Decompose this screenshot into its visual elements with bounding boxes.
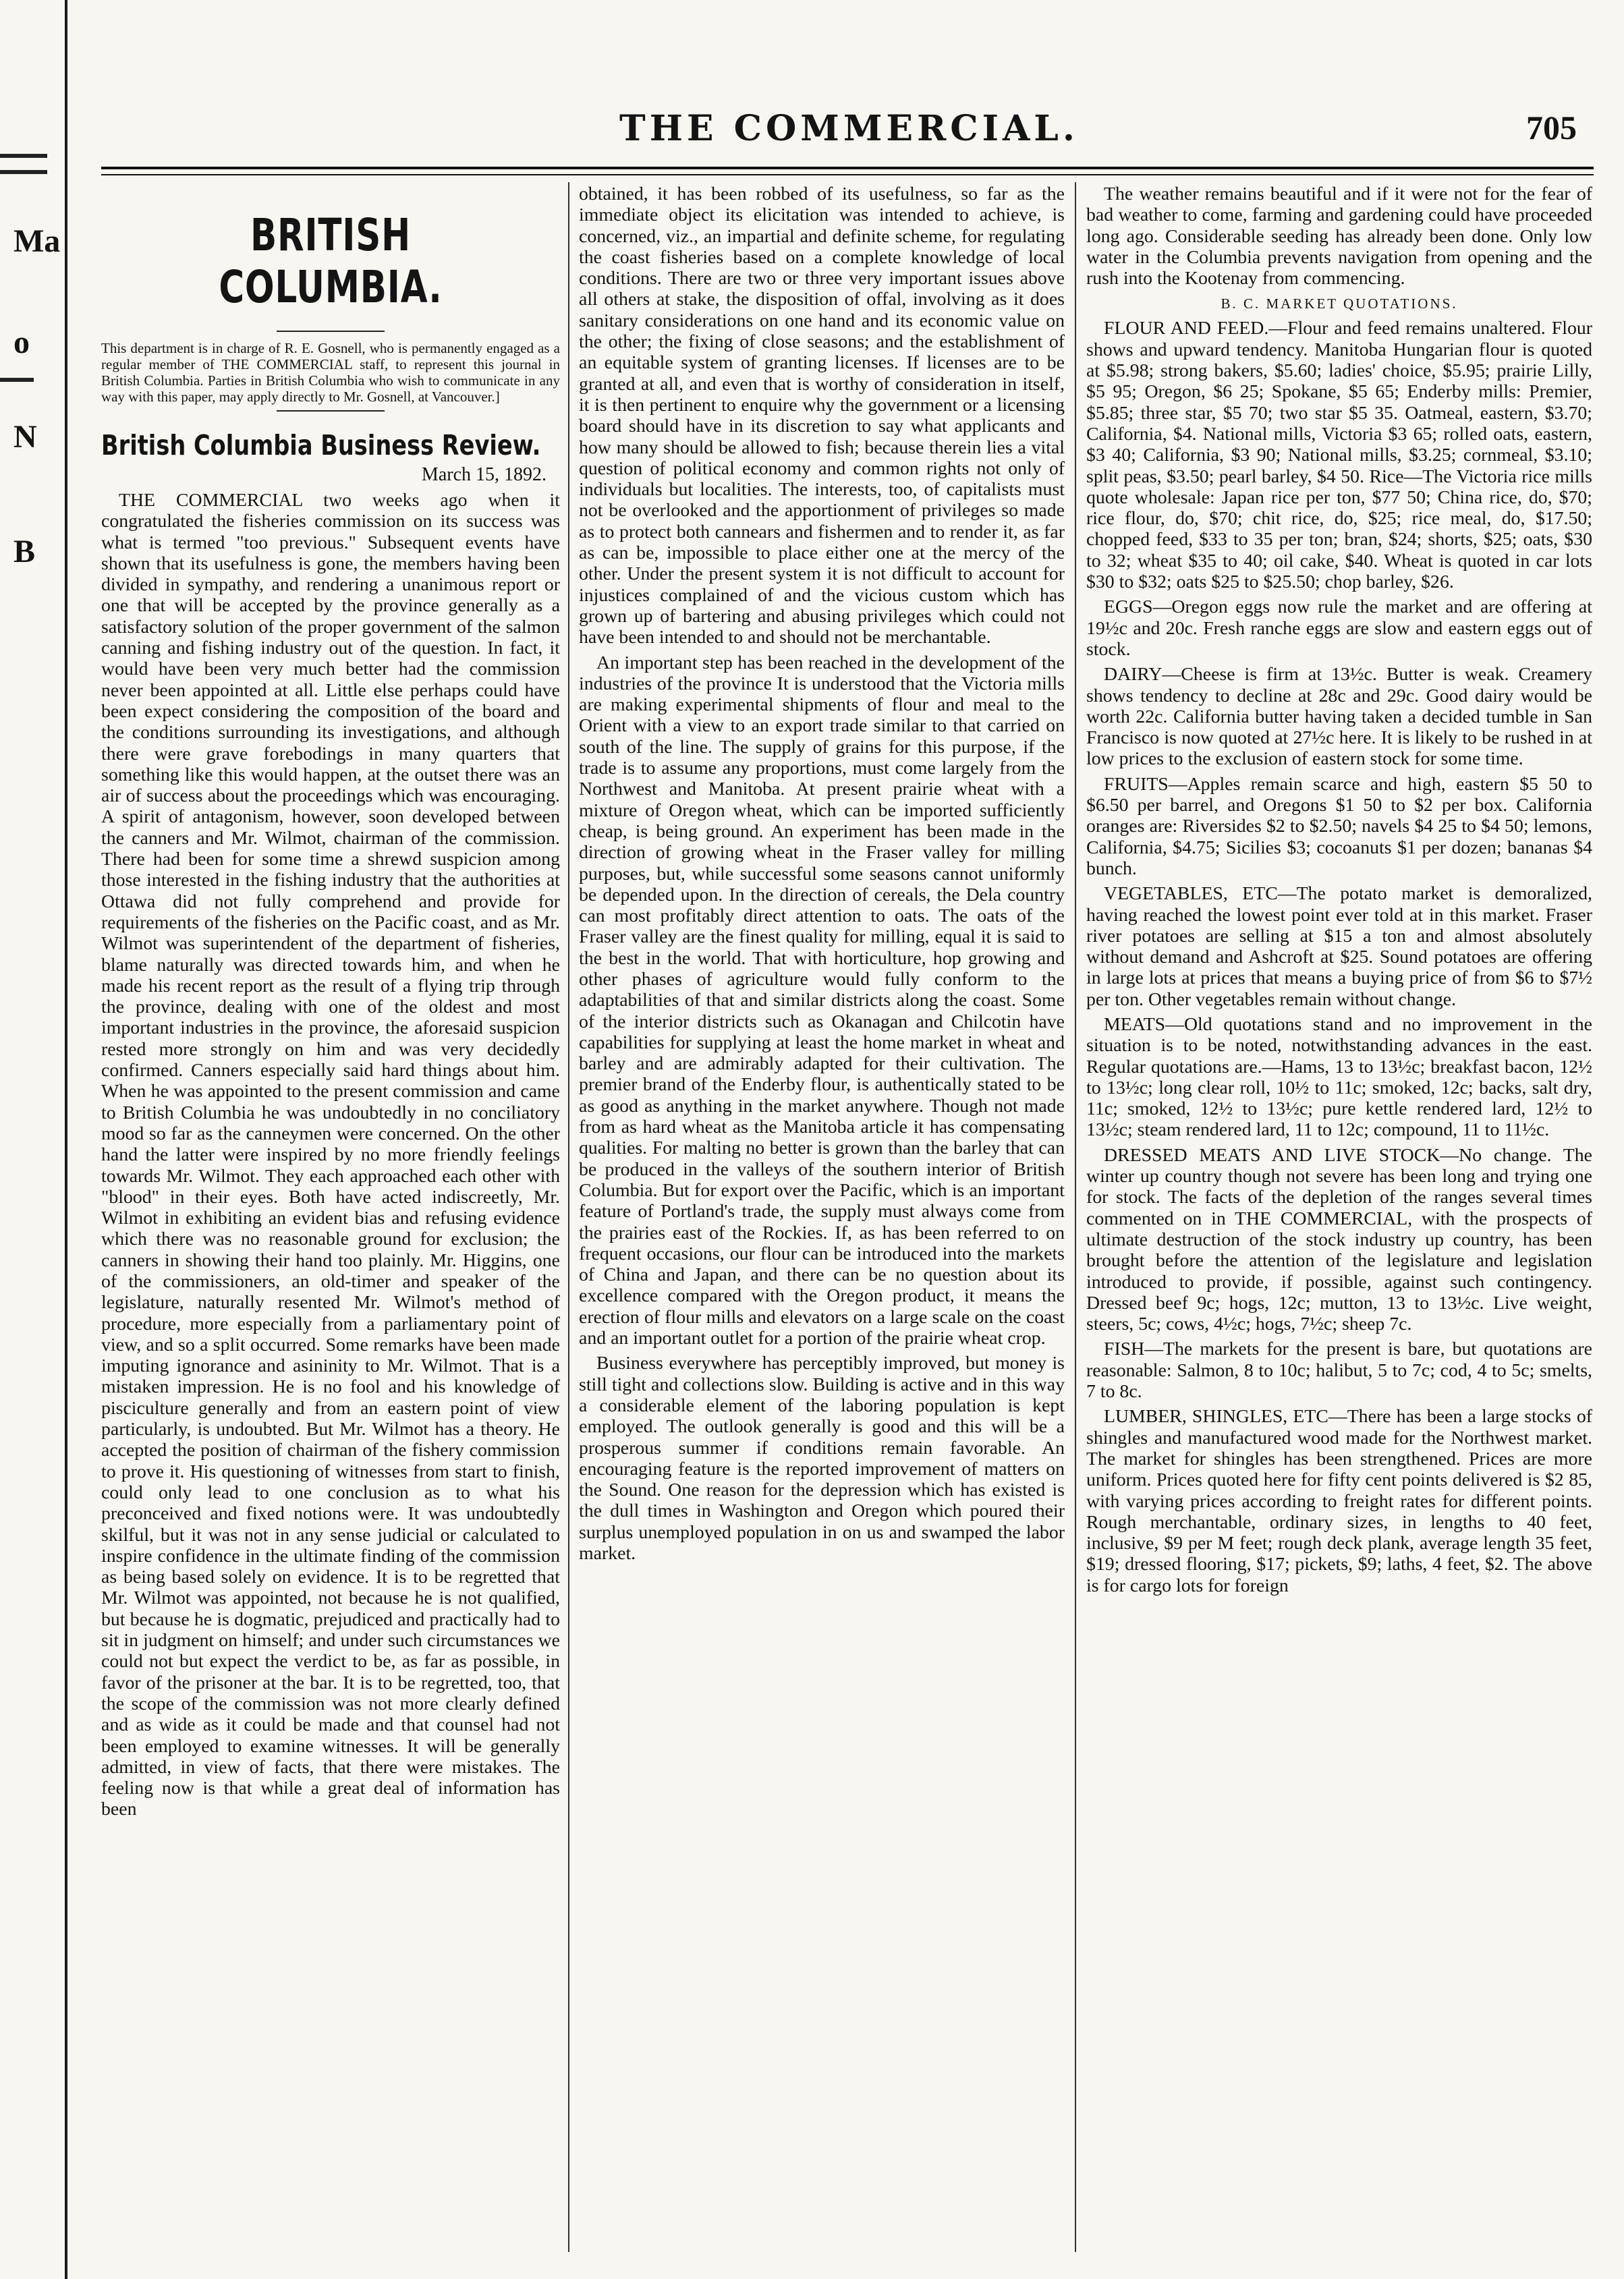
article-title: British Columbia Business Review. — [101, 429, 541, 461]
column-divider — [568, 182, 569, 2252]
market-item — [1086, 596, 1592, 660]
market-item-text: —Old quotations stand and no improvement in the situation is to be noted, notwithstanding advances in the east. Regular quotations are.—Hams, 13 to 13½c; breakfast bacon, 12½ to 13½c; long clear roll, 10½ to 11c; smoked, 12c; backs, salt dry, 11c; smoked, 12½ to 13½c; pure kettle rendered lard, 12½ to 13½c; steam rendered lard, 11 to 12c; compound, 11 to 11½c. — [1086, 1013, 1592, 1141]
market-item — [1086, 1014, 1592, 1141]
article-paragraph: Business everywhere has perceptibly improved, but money is still tight and collections slow. Building is active and in this way a considerable element of the laboring population is kept employed. The outlook generally is good and this will be a prosperous summer if conditions remain favorable. An encouraging feature is the reported improvement of matters on the Sound. One reason for the depression which has existed is the dull times in Washington and Oregon which poured their surplus unemployed population in on us and swamped the labor market. — [579, 1353, 1065, 1564]
market-item-label: VEGETABLES, ETC — [1104, 883, 1278, 905]
running-head — [101, 101, 1597, 162]
gutter-fragment: N — [13, 419, 37, 455]
header-rule — [101, 174, 1594, 175]
market-item-label: FRUITS — [1104, 773, 1169, 795]
market-item-label: FLOUR AND FEED. — [1104, 318, 1269, 339]
notice-rule — [277, 410, 385, 412]
department-notice — [101, 340, 560, 405]
market-item — [1086, 318, 1592, 592]
article-paragraph: An important step has been reached in the development of the industries of the province It is understood that the Victoria mills are making experimental shipments of flour and meal to the Orient with a view to an export trade similar to that carried on south of the line. The supply of grains for this purpose, if the trade is to assume any proportions, must come largely from the Northwest and Manitoba. At present prairie wheat with a mixture of Oregon wheat, which can be imported sufficiently cheap, is being ground. An experiment has been made in the direction of growing wheat in the Fraser valley for milling purposes, but, while successful some seasons cannot uniformly be depended upon. In the direction of cereals, the Dela country can most profitably direct attention to oats. The oats of the Fraser valley are the finest quality for milling, equal it is said to the best in the world. That with horticulture, hop growing and other phases of agriculture would fully conform to the adaptabilities of that and similar districts along the coast. Some of the interior districts such as Okanagan and Chilcotin have capabilities for supplying at least the home market in wheat and barley and are admirably adapted for their cultivation. The premier brand of the Enderby flour, is authentically stated to be as good as anything in the market anywhere. Though not made from as hard wheat as the Manitoba article it has compensating qualities. For malting no better is grown than the barley that can be produced in the valleys of the southern interior of British Columbia. But for export over the Pacific, which is an important feature of Portland's trade, the supply must always come from the prairies east of the Rockies. If, as has been referred to on frequent occasions, our flour can be introduced into the markets of China and Japan, and there can be no question about its excellence compared with the Oregon product, it means the erection of flour mills and elevators on a large scale on the coast and an important outlet for a portion of the prairie wheat crop. — [579, 652, 1065, 1349]
masthead: THE COMMERCIAL. — [619, 108, 1079, 149]
article-dateline: March 15, 1892. — [421, 464, 547, 485]
market-item — [1086, 883, 1592, 1010]
notice-text: This department is in charge of R. E. Gosnell, who is permanently engaged as a regular member of THE COMMERCIAL staff, to represent this journal in British Columbia. Parties in British Columbia who wish to communicate in any way with this paper, may apply directly to Mr. Gosnell, at Vancouver.] — [101, 340, 560, 405]
gutter-rule — [65, 0, 67, 2279]
column-divider — [1075, 182, 1076, 2252]
gutter-tick — [0, 154, 47, 158]
market-item — [1086, 664, 1592, 769]
article-paragraph: obtained, it has been robbed of its usefulness, so far as the immediate object its elicitation was intended to achieve, is concerned, viz., an impartial and definite scheme, for regulating the coast fisheries based on a complete knowledge of local conditions. There are two or three very important issues above all others at stake, the disposition of offal, involving as it does sanitary considerations on one hand and its economic value on the other; the fixing of close seasons; and the establishment of an equitable system of granting licenses. If licenses are to be granted at all, and even that is worthy of consideration in itself, it is then pertinent to enquire why the government or a licensing board should have in its discretion to say what applicants and how many should be allowed to fish; because therein lies a vital question of political economy and common rights not only of individuals but localities. The interests, too, of capitalists must not be overlooked and the apportionment of privileges so made as to protect both cannears and fishermen and to render it, as far as can be, impossible to place either one at the mercy of the other. Under the present system it is not difficult to account for injustices complained of and the vicious custom which has grown up of bartering and abusing privileges which could not have been intended to and should not be merchantable. — [579, 184, 1065, 648]
gutter-tick — [0, 378, 34, 382]
gutter-fragment: Ma — [13, 223, 61, 259]
gutter-tick — [0, 170, 47, 174]
section-title: BRITISH COLUMBIA. — [219, 209, 443, 313]
market-item-text: —The markets for the present is bare, but quotations are reasonable: Salmon, 8 to 10c; halibut, 5 to 7c; cod, 4 to 5c; smelts, 7 to 8c. — [1086, 1339, 1592, 1403]
market-item-text: —There has been a large stocks of shingles and manufactured wood made for the Northwest market. The market for shingles has been strengthened. Prices are more uniform. Prices quoted here for fifty cent points delivered is $2 85, with varying prices according to freight rates for different points. Rough merchantable, ordinary sizes, in lengths to 40 feet, inclusive, $9 per M feet; rough deck plank, average length 35 feet, $19; dressed flooring, $17; pickets, $9; laths, 4 feet, $2. The above is for cargo lots for foreign — [1086, 1406, 1592, 1596]
market-item-text: —The potato market is demoralized, having reached the lowest point ever told at in this market. Fraser river potatoes are selling at $15 a ton and almost absolutely without demand and Ashcroft at $25. Sound potatoes are offering in large lots at prices that means a buying price of from $6 to $7½ per ton. Other vegetables remain without change. — [1086, 883, 1592, 1010]
article-paragraph: THE COMMERCIAL two weeks ago when it congratulated the fisheries commission on its success was what is termed "too previous." Subsequent events have shown that its usefulness is gone, the members having been divided in sympathy, and rendering a unanimous report or one that will be accepted by the province generally as a satisfactory solution of the proper government of the salmon canning and fishing industry out of the question. In fact, it would have been very much better had the commission never been appointed at all. Little else perhaps could have been expect considering the composition of the board and the conditions surrounding its investigations, and although there were grave forebodings in many quarters that something like this would happen, at the outset there was an air of success about the proceedings which was encouraging. A spirit of antagonism, however, soon developed between the canners and Mr. Wilmot, chairman of the commission. There had been for some time a shrewd suspicion among those interested in the fishing industry that the authorities at Ottawa did not fully comprehend and provide for requirements of the fisheries on the Pacific coast, and as Mr. Wilmot was superintendent of the department of fisheries, blame naturally was directed towards him, and when he made his recent report as the result of a flying trip through the province, dealing with one of the oldest and most important industries in the province, the aforesaid suspicion rested more strongly on him and was very decidedly confirmed. Canners especially said hard things about him. When he was appointed to the present commission and came to British Columbia he was undoubtedly in no conciliatory mood so far as the canneymen were concerned. On the other hand the latter were inspired by no more friendly feelings towards Mr. Wilmot. They each approached each other with "blood" in their eyes. Both have acted indiscreetly, Mr. Wilmot in exhibiting an evident bias and refusing evidence which there was no reasonable ground for exclusion; the canners in showing their hand too plainly. Mr. Higgins, one of the commissioners, an old-timer and speaker of the legislature, naturally resented Mr. Wilmot's method of procedure, more especially from a parliamentary point of view, and so a split occurred. Some remarks have been made imputing ignorance and asininity to Mr. Wilmot. That is a mistaken impression. He is no fool and his knowledge of pisciculture generally and from an eastern point of view particularly, is undoubted. But Mr. Wilmot has a theory. He accepted the position of chairman of the fishery commission to prove it. His questioning of witnesses from start to finish, could only lead to one conclusion as to what his preconceived and fixed notions were. It was undoubtedly skilful, but it was not in any sense judicial or calculated to inspire confidence in the ultimate finding of the commission as being based solely on evidence. It is to be regretted that Mr. Wilmot was appointed, not because he is not qualified, but because he is dogmatic, prejudiced and practically had to sit in judgment on himself; and under such circumstances we could not but expect the verdict to be, as far as possible, in favor of the prisoner at the bar. It is to be regretted, too, that the scope of the commission was not more clearly defined and as wide as it could be made and that counsel had not been employed to examine witnesses. It will be generally admitted, in view of facts, that there were mistakes. The feeling now is that while a great deal of information has been — [101, 490, 560, 1820]
title-rule — [277, 331, 385, 332]
market-item-text: —Cheese is firm at 13½c. Butter is weak. Creamery shows tendency to decline at 28c and 29c. Good dairy would be worth 22c. California butter having taken a decided tumble in San Francisco is now quoted at 27½c here. It is likely to be rushed in at low prices to the exclusion of eastern stock for some time. — [1086, 664, 1592, 770]
market-item-label: DAIRY — [1104, 664, 1163, 685]
header-rule — [101, 167, 1594, 169]
market-item-label: MEATS — [1104, 1013, 1166, 1035]
gutter-fragment: o — [13, 325, 30, 360]
market-item-text: —No change. The winter up country though not severe has been long and trying one for stock. The facts of the depletion of the ranges several times commented on in THE COMMERCIAL, with the prospects of ultimate destruction of the stock industry up country, has been brought before the attention of the legislature and legislation introduced to provide, if possible, against such contingency. Dressed beef 9c; hogs, 12c; mutton, 13 to 13½c. Live weight, steers, 5c; cows, 4½c; hogs, 7½c; sheep 7c. — [1086, 1144, 1592, 1335]
market-item-label: LUMBER, SHINGLES, ETC — [1104, 1406, 1328, 1428]
article-paragraph: The weather remains beautiful and if it were not for the fear of bad weather to come, farming and gardening could have proceeded long ago. Considerable seeding has already been done. Only low water in the Columbia prevents navigation from opening and the rush into the Kootenay from commencing. — [1086, 184, 1592, 289]
page-number: 705 — [1526, 109, 1577, 146]
market-item-text: —Flour and feed remains unaltered. Flour shows and upward tendency. Manitoba Hungarian flour is quoted at $5.98; strong bakers, $5.60; ladies' choice, $5.95; prairie Lilly, $5 95; Oregon, $6 25; Spokane, $5 65; Enderby mills: Premier, $5.85; three star, $5 70; two star $5 35. Oatmeal, eastern, $3.70; California, $4. National mills, Victoria $3 65; rolled oats, eastern, $3 40; California, $3 90; National mills, $3.25; cornmeal, $3.10; split peas, $3.50; pearl barley, $4 50. Rice—The Victoria rice mills quote wholesale: Japan rice per ton, $77 50; China rice, do, $70; rice flour, do, $70; chit rice, do, $25; rice meal, do, $17.50; chopped feed, $33 to 35 per ton; bran, $24; shorts, $25; oats, $30 to 32; wheat $35 to 40; oil cake, $40. Wheat is quoted in car lots $30 to $32; oats $25 to $25.50; chop barley, $26. — [1086, 318, 1592, 593]
market-item — [1086, 774, 1592, 879]
market-item — [1086, 1145, 1592, 1335]
column-2 — [579, 184, 1065, 2252]
column-1 — [101, 184, 560, 2252]
column-3 — [1086, 184, 1592, 2252]
market-item-label: EGGS — [1104, 596, 1153, 618]
market-item-text: —Oregon eggs now rule the market and are offering at 19½c and 20c. Fresh ranche eggs are slow and eastern eggs out of stock. — [1086, 596, 1592, 660]
page-gutter — [0, 0, 88, 2279]
quotations-heading: B. C. MARKET QUOTATIONS. — [1221, 296, 1458, 312]
gutter-fragment: B — [13, 534, 36, 569]
market-item — [1086, 1406, 1592, 1596]
market-item — [1086, 1339, 1592, 1402]
market-item-label: FISH — [1104, 1339, 1145, 1360]
market-item-label: DRESSED MEATS AND LIVE STOCK — [1104, 1144, 1440, 1166]
market-item-text: —Apples remain scarce and high, eastern $5 50 to $6.50 per barrel, and Oregons $1 50 to $2 per box. California oranges are: Riversides $2 to $2.50; navels $4 25 to $4 50; lemons, California, $4.75; Sicilies $3; cocoanuts $1 per dozen; bananas $4 bunch. — [1086, 773, 1592, 879]
